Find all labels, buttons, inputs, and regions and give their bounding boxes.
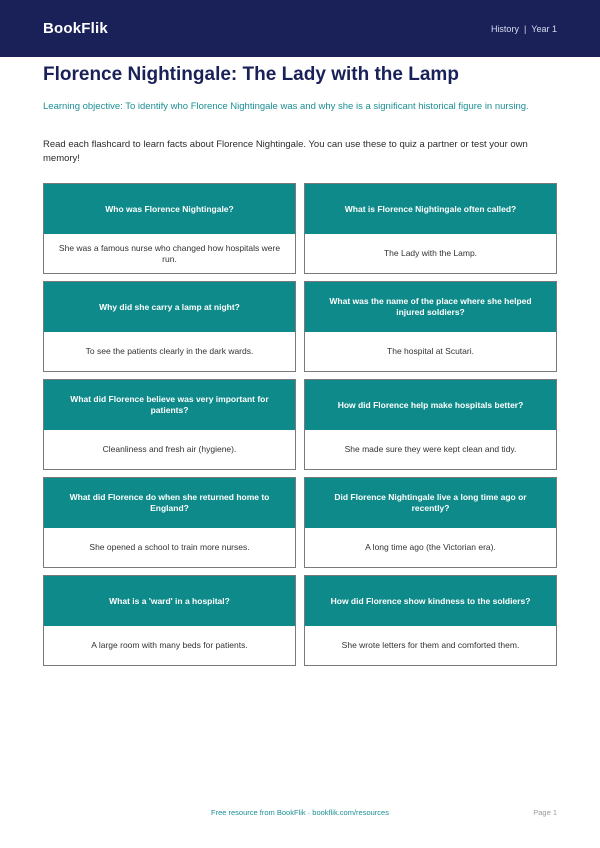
header-meta (491, 24, 557, 34)
flashcard-answer: The Lady with the Lamp. (383, 248, 478, 258)
flashcard-question: What is Florence Nightingale often called? (305, 184, 556, 234)
flashcard-answer: She wrote letters for them and comforted them. (341, 640, 520, 650)
brand-logo[interactable]: BookFlik (43, 20, 108, 37)
flashcard-question: What did Florence do when she returned home to England? (44, 478, 295, 528)
flashcard-question: Why did she carry a lamp at night? (44, 282, 295, 332)
learning-objective: Learning objective: To identify who Florence Nightingale was and why she is a significant historical figure in nursing. (43, 101, 529, 112)
flashcard-answer: She made sure they were kept clean and tidy. (344, 444, 517, 454)
flashcard-answer: A long time ago (the Victorian era). (365, 542, 496, 552)
flashcard[interactable] (43, 477, 296, 568)
flashcard[interactable] (304, 477, 557, 568)
flashcard-answer: She opened a school to train more nurses. (89, 542, 250, 552)
flashcard[interactable] (304, 281, 557, 372)
footer-resource-link[interactable]: Free resource from BookFlik · bookflik.com/resources (211, 808, 389, 817)
flashcard[interactable] (304, 379, 557, 470)
flashcard-question: What did Florence believe was very important for patients? (44, 380, 295, 430)
flashcard-answer: The hospital at Scutari. (387, 346, 474, 356)
meta-separator: | (523, 23, 527, 34)
flashcard-question: Who was Florence Nightingale? (44, 184, 295, 234)
flashcard-grid (43, 183, 557, 666)
subject-label: History (490, 23, 519, 34)
flashcard-answer: She was a famous nurse who changed how hospitals were run. (58, 242, 281, 264)
flashcard[interactable] (43, 281, 296, 372)
flashcard-question: What is a 'ward' in a hospital? (44, 576, 295, 626)
flashcard[interactable] (43, 575, 296, 666)
site-header (0, 0, 600, 57)
flashcard[interactable] (43, 183, 296, 274)
page-number: Page 1 (533, 808, 557, 817)
year-label: Year 1 (531, 23, 557, 34)
flashcard[interactable] (43, 379, 296, 470)
flashcard[interactable] (304, 183, 557, 274)
intro-text: Read each flashcard to learn facts about Florence Nightingale. You can use these to quiz a partner or test your own memory! (43, 139, 528, 164)
flashcard-question: Did Florence Nightingale live a long time ago or recently? (305, 478, 556, 528)
flashcard-answer: A large room with many beds for patients. (91, 640, 248, 650)
page-title: Florence Nightingale: The Lady with the Lamp (43, 64, 459, 85)
flashcard-answer: Cleanliness and fresh air (hygiene). (102, 444, 237, 454)
flashcard-question: How did Florence help make hospitals better? (305, 380, 556, 430)
flashcard-question: What was the name of the place where she helped injured soldiers? (305, 282, 556, 332)
flashcard-question: How did Florence show kindness to the soldiers? (305, 576, 556, 626)
flashcard-answer: To see the patients clearly in the dark wards. (85, 346, 254, 356)
flashcard[interactable] (304, 575, 557, 666)
